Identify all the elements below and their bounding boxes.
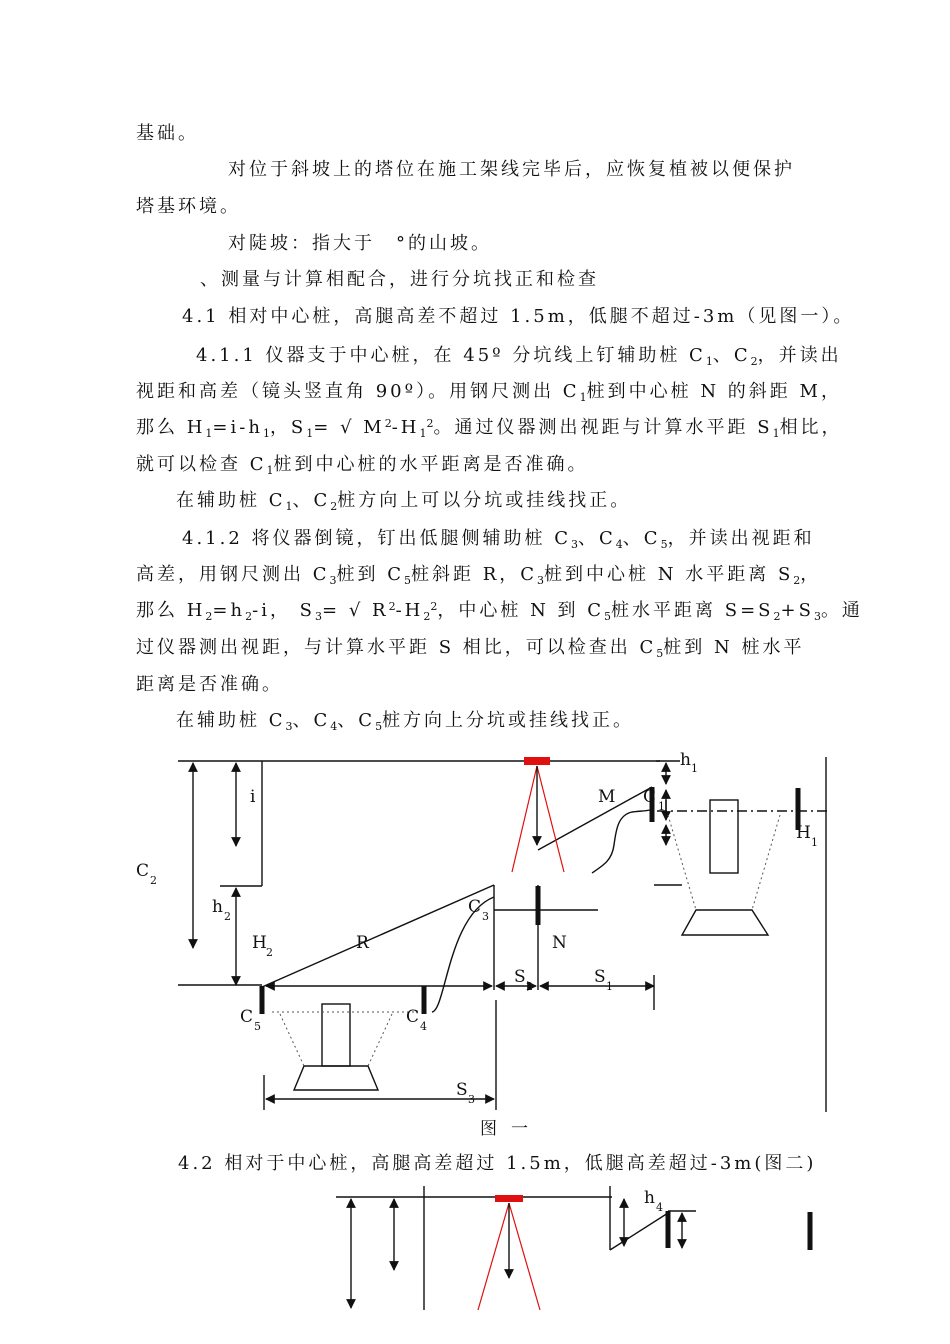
label-S2: S — [514, 967, 526, 987]
label-sub: 3 — [468, 1093, 475, 1106]
para-line: 基础。 — [136, 123, 199, 144]
label-sub: 4 — [656, 1201, 663, 1214]
para-line: 、测量与计算相配合，进行分坑找正和检查 — [200, 269, 599, 290]
label-sub: 1 — [658, 800, 665, 813]
label-C4: C — [406, 1007, 420, 1027]
label-M: M — [598, 787, 616, 807]
label-h4: h — [644, 1188, 655, 1208]
label-h2: h — [212, 897, 223, 917]
para-line: 对位于斜坡上的塔位在施工架线完毕后，应恢复植被以便保护 — [228, 159, 795, 180]
para-line: 4.2 相对于中心桩，高腿高差超过 1.5m，低腿高差超过-3m(图二) — [178, 1153, 817, 1174]
label-i: i — [250, 787, 256, 807]
label-S3: S — [456, 1080, 468, 1100]
para-line: 视距和高差（镜头竖直角 90º）。用钢尺测出 $C_1$桩到中心桩 N 的斜距 M， — [136, 381, 842, 404]
figure-caption: 图一 — [480, 1119, 542, 1139]
label-C2: C — [136, 861, 150, 881]
para-line: 4.1.1 仪器支于中心桩，在 45º 分坑线上钉辅助桩 $C_1$、$C_2$，并读出 — [196, 345, 842, 368]
para-line: 在辅助桩 $C_3$、$C_4$、$C_5$桩方向上分坑或挂线找正。 — [176, 710, 635, 733]
label-S1: S — [594, 967, 606, 987]
label-R: R — [356, 933, 369, 953]
label-sub: 5 — [254, 1020, 261, 1033]
label-sub: 3 — [482, 910, 489, 923]
para-line: 就可以检查 $C_1$桩到中心桩的水平距离是否准确。 — [136, 454, 589, 477]
label-h1: h — [680, 750, 691, 770]
para-line: 那么 $H_2=h_2-i$， $S_3=$ √ $R^2-H_2^2$，中心桩 N 到 $C_5$桩水平距离 $S=S_2+S_3$。通 — [136, 600, 863, 623]
para-line: 对陡坡：指大于 °的山坡。 — [228, 233, 492, 254]
label-sub: 2 — [526, 980, 533, 993]
para-line: 塔基环境。 — [136, 196, 241, 217]
para-line: 4.1 相对中心桩，高腿高差不超过 1.5m，低腿不超过-3m（见图一）。 — [182, 306, 855, 327]
label-sub: 2 — [266, 946, 273, 959]
para-line: 4.1.2 将仪器倒镜，钉出低腿侧辅助桩 $C_3$、$C_4$、$C_5$，并读出视距和 — [182, 528, 815, 551]
label-sub: 1 — [811, 836, 818, 849]
label-H1: H — [796, 823, 811, 843]
para-line: 在辅助桩 $C_1$、$C_2$桩方向上可以分坑或挂线找正。 — [176, 490, 632, 513]
para-line: 距离是否准确。 — [136, 674, 283, 695]
label-H2: H — [252, 933, 267, 953]
label-sub: 2 — [224, 910, 231, 923]
label-C5: C — [240, 1007, 254, 1027]
instrument-tripod — [478, 1195, 540, 1310]
label-sub: 1 — [691, 762, 698, 775]
para-line: 那么 $H_1=i-h_1$，$S_1=$ √ $M^2-H_1^2$。通过仪器测出视距与计算水平距 $S_1$相比， — [136, 417, 843, 440]
para-line: 过仪器测出视距，与计算水平距 S 相比，可以检查出 $C_5$桩到 N 桩水平 — [136, 637, 805, 660]
para-line: 高差，用钢尺测出 $C_3$桩到 $C_5$桩斜距 R，$C_3$桩到中心桩 N 水平距离 $S_2$， — [136, 564, 822, 587]
label-N: N — [552, 933, 567, 953]
label-sub: 2 — [150, 874, 157, 887]
label-C3: C — [468, 897, 482, 917]
label-sub: 1 — [606, 980, 613, 993]
label-C1: C — [643, 787, 657, 807]
label-sub: 4 — [420, 1020, 427, 1033]
